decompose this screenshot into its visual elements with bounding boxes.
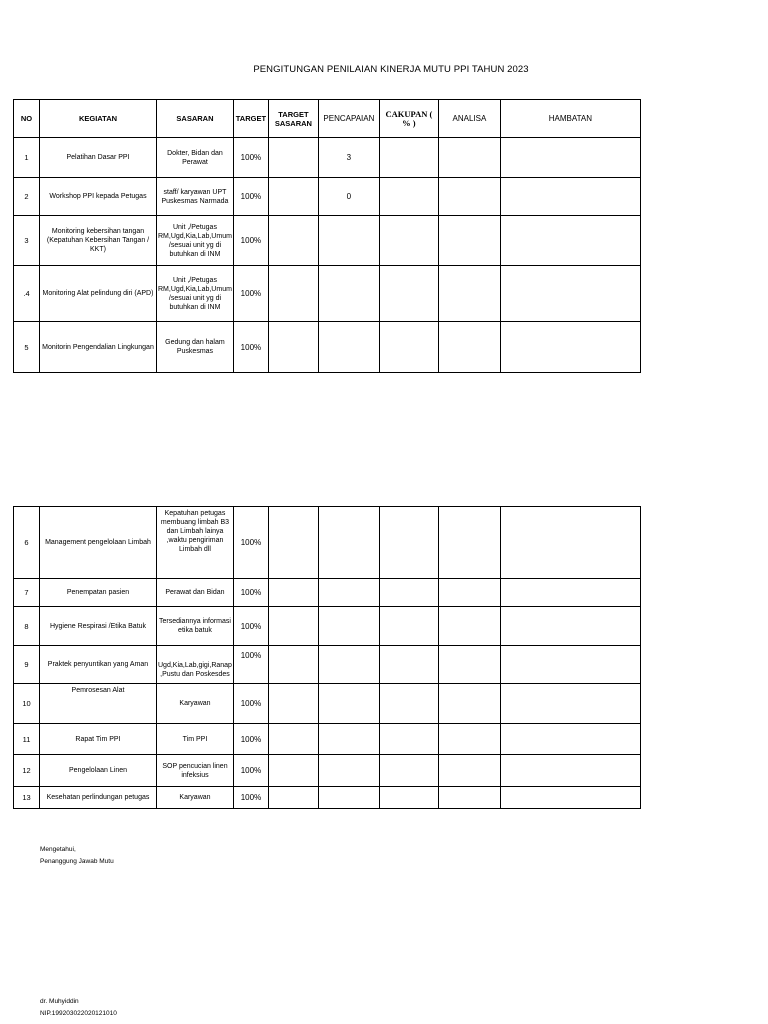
row-kegiatan: Penempatan pasien xyxy=(40,579,157,607)
row-kegiatan: Pemrosesan Alat xyxy=(40,684,157,724)
row-target: 100% xyxy=(233,724,268,755)
row-target: 100% xyxy=(233,138,268,178)
row-pencapaian xyxy=(318,684,379,724)
header-pencapaian: PENCAPAIAN xyxy=(318,100,379,138)
table-row xyxy=(14,787,641,809)
header-cakupan: CAKUPAN ( % ) xyxy=(379,100,438,138)
row-cakupan xyxy=(379,724,438,755)
table-row xyxy=(14,684,641,724)
row-hambatan xyxy=(500,579,640,607)
row-cakupan xyxy=(379,684,438,724)
header-no: NO xyxy=(14,100,40,138)
row-analisa xyxy=(438,787,500,809)
row-sasaran: SOP pencucian linen infeksius xyxy=(157,755,234,787)
row-target: 100% xyxy=(233,266,268,322)
row-target-sasaran xyxy=(268,724,318,755)
row-target: 100% xyxy=(233,607,268,646)
row-no: .4 xyxy=(14,266,40,322)
table-row xyxy=(14,138,641,178)
row-no: 11 xyxy=(14,724,40,755)
row-target-sasaran xyxy=(268,684,318,724)
row-target: 100% xyxy=(233,684,268,724)
row-cakupan xyxy=(379,787,438,809)
row-pencapaian xyxy=(318,755,379,787)
row-sasaran: Karyawan xyxy=(157,787,234,809)
row-target: 100% xyxy=(233,755,268,787)
header-sasaran: SASARAN xyxy=(157,100,234,138)
row-analisa xyxy=(438,138,500,178)
row-cakupan xyxy=(379,178,438,216)
row-pencapaian xyxy=(318,646,379,684)
acknowledgement-label: Mengetahui, xyxy=(40,846,76,853)
row-hambatan xyxy=(500,607,640,646)
row-analisa xyxy=(438,755,500,787)
row-analisa xyxy=(438,607,500,646)
row-no: 1 xyxy=(14,138,40,178)
table-row xyxy=(14,507,641,579)
row-target-sasaran xyxy=(268,607,318,646)
row-target-sasaran xyxy=(268,507,318,579)
row-hambatan xyxy=(500,138,640,178)
kinerja-table-part-2 xyxy=(13,506,641,809)
row-hambatan xyxy=(500,646,640,684)
row-no: 13 xyxy=(14,787,40,809)
signatory-name: dr. Muhyiddin xyxy=(40,998,79,1005)
row-pencapaian xyxy=(318,787,379,809)
row-no: 2 xyxy=(14,178,40,216)
row-kegiatan: Rapat Tim PPI xyxy=(40,724,157,755)
row-cakupan xyxy=(379,579,438,607)
header-target: TARGET xyxy=(233,100,268,138)
table-row xyxy=(14,216,641,266)
kinerja-table-part-1 xyxy=(13,99,641,373)
row-sasaran: Karyawan xyxy=(157,684,234,724)
row-hambatan xyxy=(500,724,640,755)
row-analisa xyxy=(438,724,500,755)
row-target-sasaran xyxy=(268,646,318,684)
row-hambatan xyxy=(500,266,640,322)
row-kegiatan: Kesehatan perlindungan petugas xyxy=(40,787,157,809)
table-row xyxy=(14,322,641,373)
row-analisa xyxy=(438,646,500,684)
row-hambatan xyxy=(500,216,640,266)
row-cakupan xyxy=(379,507,438,579)
row-cakupan xyxy=(379,607,438,646)
document-title: PENGITUNGAN PENILAIAN KINERJA MUTU PPI TAHUN 2023 xyxy=(253,64,529,75)
row-target-sasaran xyxy=(268,138,318,178)
table-row xyxy=(14,178,641,216)
row-target-sasaran xyxy=(268,216,318,266)
row-kegiatan: Monitorin Pengendalian Lingkungan xyxy=(40,322,157,373)
row-sasaran: Tersediannya informasi etika batuk xyxy=(157,607,234,646)
header-hambatan: HAMBATAN xyxy=(500,100,640,138)
header-target-sasaran: TARGET SASARAN xyxy=(268,100,318,138)
row-hambatan xyxy=(500,507,640,579)
header-analisa: ANALISA xyxy=(438,100,500,138)
row-target-sasaran xyxy=(268,178,318,216)
row-sasaran: Dokter, Bidan dan Perawat xyxy=(157,138,234,178)
row-target: 100% xyxy=(233,579,268,607)
row-no: 12 xyxy=(14,755,40,787)
row-sasaran: Ugd,Kia,Lab,gigi,Ranap ,Pustu dan Poskesdes xyxy=(157,646,234,684)
row-pencapaian: 3 xyxy=(318,138,379,178)
row-sasaran: Kepatuhan petugas membuang limbah B3 dan Limbah lainya ,waktu pengiriman Limbah dll xyxy=(157,507,234,579)
row-no: 6 xyxy=(14,507,40,579)
row-pencapaian xyxy=(318,724,379,755)
row-cakupan xyxy=(379,138,438,178)
table-row xyxy=(14,607,641,646)
row-sasaran: Gedung dan halam Puskesmas xyxy=(157,322,234,373)
row-target: 100% xyxy=(233,507,268,579)
row-kegiatan: Monitoring kebersihan tangan (Kepatuhan Kebersihan Tangan / KKT) xyxy=(40,216,157,266)
row-no: 10 xyxy=(14,684,40,724)
row-no: 5 xyxy=(14,322,40,373)
row-hambatan xyxy=(500,322,640,373)
row-target-sasaran xyxy=(268,755,318,787)
table-row xyxy=(14,724,641,755)
row-analisa xyxy=(438,684,500,724)
row-cakupan xyxy=(379,646,438,684)
row-target-sasaran xyxy=(268,266,318,322)
row-analisa xyxy=(438,579,500,607)
row-no: 3 xyxy=(14,216,40,266)
row-hambatan xyxy=(500,178,640,216)
row-kegiatan: Hygiene Respirasi /Etika Batuk xyxy=(40,607,157,646)
row-sasaran: Tim PPI xyxy=(157,724,234,755)
row-sasaran: Perawat dan Bidan xyxy=(157,579,234,607)
row-pencapaian xyxy=(318,216,379,266)
row-pencapaian xyxy=(318,507,379,579)
row-kegiatan: Workshop PPI kepada Petugas xyxy=(40,178,157,216)
row-kegiatan: Monitoring Alat pelindung diri (APD) xyxy=(40,266,157,322)
row-analisa xyxy=(438,216,500,266)
row-hambatan xyxy=(500,684,640,724)
row-analisa xyxy=(438,266,500,322)
row-kegiatan: Praktek penyuntikan yang Aman xyxy=(40,646,157,684)
row-pencapaian xyxy=(318,266,379,322)
table-header-row xyxy=(14,100,641,138)
row-cakupan xyxy=(379,266,438,322)
row-analisa xyxy=(438,178,500,216)
row-pencapaian xyxy=(318,607,379,646)
row-pencapaian xyxy=(318,579,379,607)
row-analisa xyxy=(438,507,500,579)
row-cakupan xyxy=(379,216,438,266)
row-target: 100% xyxy=(233,322,268,373)
row-target: 100% xyxy=(233,646,268,684)
table-row xyxy=(14,579,641,607)
row-kegiatan: Management pengelolaan Limbah xyxy=(40,507,157,579)
row-target-sasaran xyxy=(268,322,318,373)
row-kegiatan: Pengelolaan Linen xyxy=(40,755,157,787)
row-sasaran: Unit ,/Petugas RM,Ugd,Kia,Lab,Umum /sesuai unit yg di butuhkan di INM xyxy=(157,266,234,322)
row-sasaran: Unit ,/Petugas RM,Ugd,Kia,Lab,Umum /sesuai unit yg di butuhkan di INM xyxy=(157,216,234,266)
row-target-sasaran xyxy=(268,787,318,809)
row-cakupan xyxy=(379,755,438,787)
row-analisa xyxy=(438,322,500,373)
row-kegiatan: Pelatihan Dasar PPI xyxy=(40,138,157,178)
row-hambatan xyxy=(500,755,640,787)
row-hambatan xyxy=(500,787,640,809)
row-pencapaian xyxy=(318,322,379,373)
row-no: 9 xyxy=(14,646,40,684)
row-no: 7 xyxy=(14,579,40,607)
responsible-person-label: Penanggung Jawab Mutu xyxy=(40,858,114,865)
row-no: 8 xyxy=(14,607,40,646)
table-row xyxy=(14,266,641,322)
row-target-sasaran xyxy=(268,579,318,607)
row-sasaran: staff/ karyawan UPT Puskesmas Narmada xyxy=(157,178,234,216)
table-row xyxy=(14,755,641,787)
signatory-nip: NIP.199203022020121010 xyxy=(40,1010,117,1017)
table-row xyxy=(14,646,641,684)
row-target: 100% xyxy=(233,787,268,809)
row-target: 100% xyxy=(233,216,268,266)
row-pencapaian: 0 xyxy=(318,178,379,216)
row-target: 100% xyxy=(233,178,268,216)
header-kegiatan: KEGIATAN xyxy=(40,100,157,138)
row-cakupan xyxy=(379,322,438,373)
